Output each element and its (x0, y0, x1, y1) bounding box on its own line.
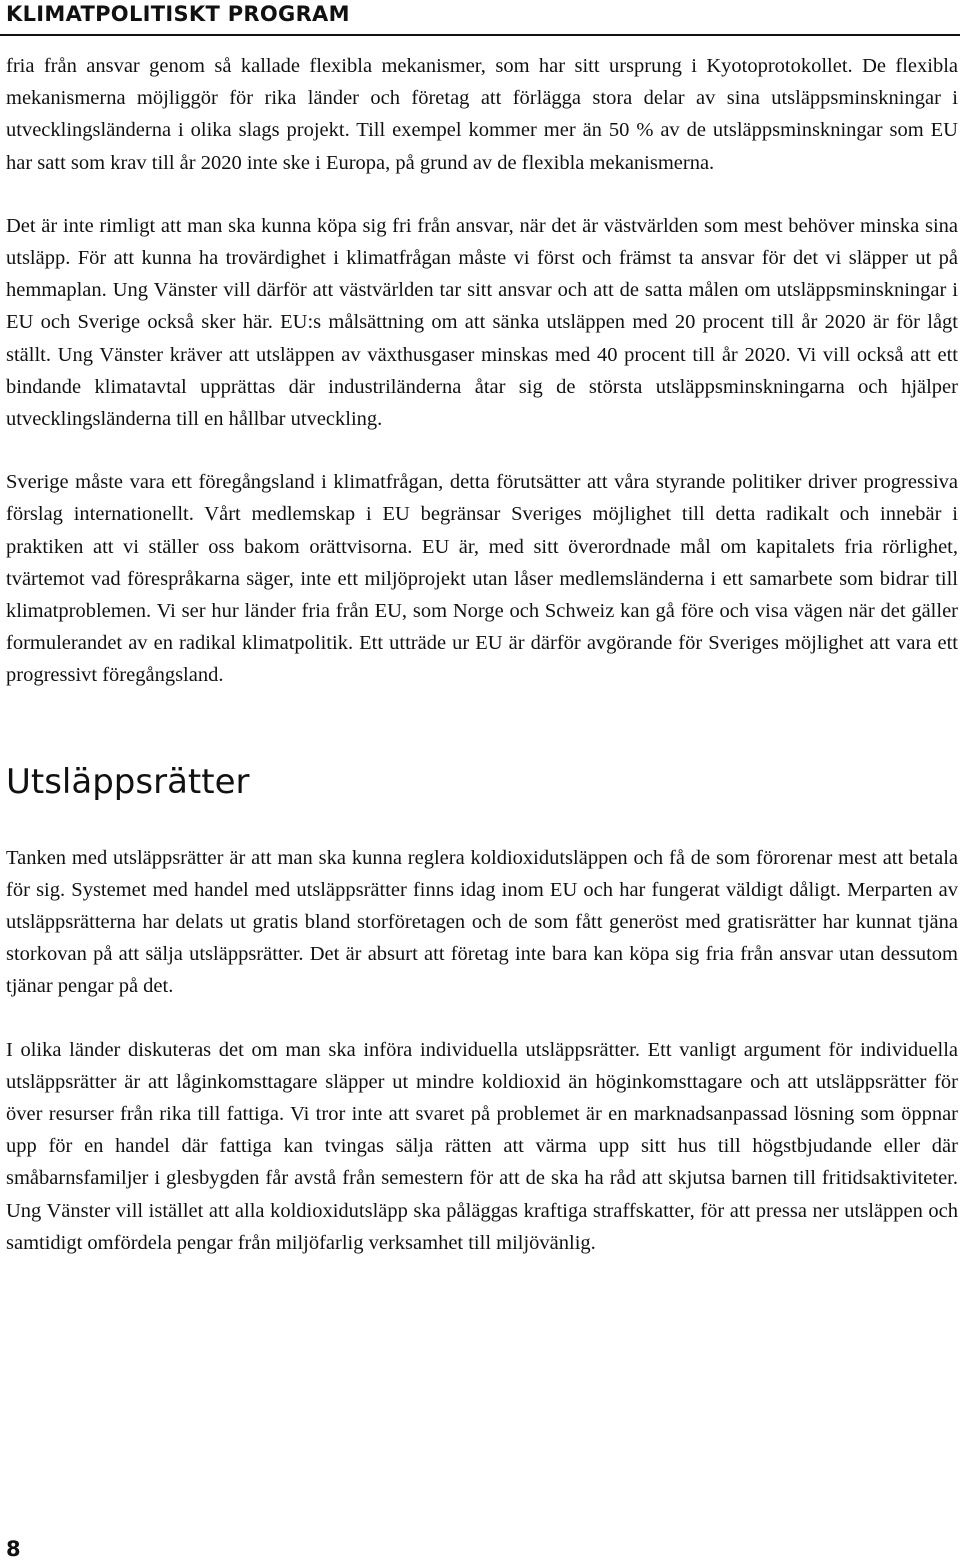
body-paragraph: fria från ansvar genom så kallade flexibla mekanismer, som har sitt ursprung i Kyotoprotokollet. De flexibla mekanismerna möjliggör för rika länder och företag att förlägga stora delar av sina utsläppsminskningar i utvecklingsländerna i olika slags projekt. Till exempel kommer mer än 50 % av de utsläppsminskningar som EU har satt som krav till år 2020 inte ske i Europa, på grund av de flexibla mekanismerna. (6, 55, 958, 174)
running-title: KLIMATPOLITISKT PROGRAM (6, 2, 350, 26)
page-number: 8 (6, 1537, 21, 1561)
header-rule (0, 34, 960, 36)
page-body (6, 50, 958, 1259)
body-paragraph: Det är inte rimligt att man ska kunna köpa sig fri från ansvar, när det är västvärlden som mest behöver minska sina utsläpp. För att kunna ha trovärdighet i klimatfrågan måste vi först och främst ta ansvar för det vi släpper ut på hemmaplan. Ung Vänster vill därför att västvärlden tar sitt ansvar och att de satta målen om utsläppsminskningar i EU och Sverige också sker här. EU:s målsättning om att sänka utsläppen med 20 procent till år 2020 är för lågt ställt. Ung Vänster kräver att utsläppen av växthusgaser minskas med 40 procent till år 2020. Vi vill också att ett bindande klimatavtal upprättas där industriländerna åtar sig de största utsläppsminskningarna och hjälper utvecklingsländerna till en hållbar utveckling. (6, 214, 958, 431)
body-paragraph: Sverige måste vara ett föregångsland i klimatfrågan, detta förutsätter att våra styrande politiker driver progressiva förslag internationellt. Vårt medlemskap i EU begränsar Sveriges möjlighet till detta radikalt och innebär i praktiken att vi ställer oss bakom orättvisorna. EU är, med sitt överordnade mål om kapitalets fria rörlighet, tvärtemot vad förespråkarna säger, inte ett miljöprojekt utan låser medlemsländerna i ett samarbete som bidrar till klimatproblemen. Vi ser hur länder fria från EU, som Norge och Schweiz kan gå före och visa vägen när det gäller formulerandet av en radikal klimatpolitik. Ett utträde ur EU är därför avgörande för Sveriges möjlighet att vara ett progressivt föregångsland. (6, 471, 958, 687)
section-heading: Utsläppsrätter (6, 761, 250, 802)
body-paragraph: I olika länder diskuteras det om man ska införa individuella utsläppsrätter. Ett vanligt argument för individuella utsläppsrätter är att låginkomsttagare släpper ut mindre koldioxid än höginkomsttagare och att utsläppsrätter för över resurser från rika till fattiga. Vi tror inte att svaret på problemet är en marknadsanpassad lösning som öppnar upp för en handel där fattiga kan tvingas sälja rätten att värma upp sitt hus till högstbjudande eller där småbarnsfamiljer i glesbygden får avstå från semestern för att de ska ha råd att skjutsa barnen till fritidsaktiviteter. Ung Vänster vill istället att alla koldioxidutsläpp ska påläggas kraftiga straffskatter, för att pressa ner utsläppen och samtidigt omfördela pengar från miljöfarlig verksamhet till miljövänlig. (6, 1038, 958, 1254)
running-header (0, 0, 960, 36)
body-paragraph: Tanken med utsläppsrätter är att man ska kunna reglera koldioxidutsläppen och få de som förorenar mest att betala för sig. Systemet med handel med utsläppsrätter finns idag inom EU och har fungerat väldigt dåligt. Merparten av utsläppsrätterna har delats ut gratis bland storföretagen och de som fått generöst med gratisrätter har kunnat tjäna storkovan på att sälja utsläppsrätter. Det är absurt att företag inte bara kan köpa sig fria från ansvar utan dessutom tjänar pengar på det. (6, 846, 958, 998)
